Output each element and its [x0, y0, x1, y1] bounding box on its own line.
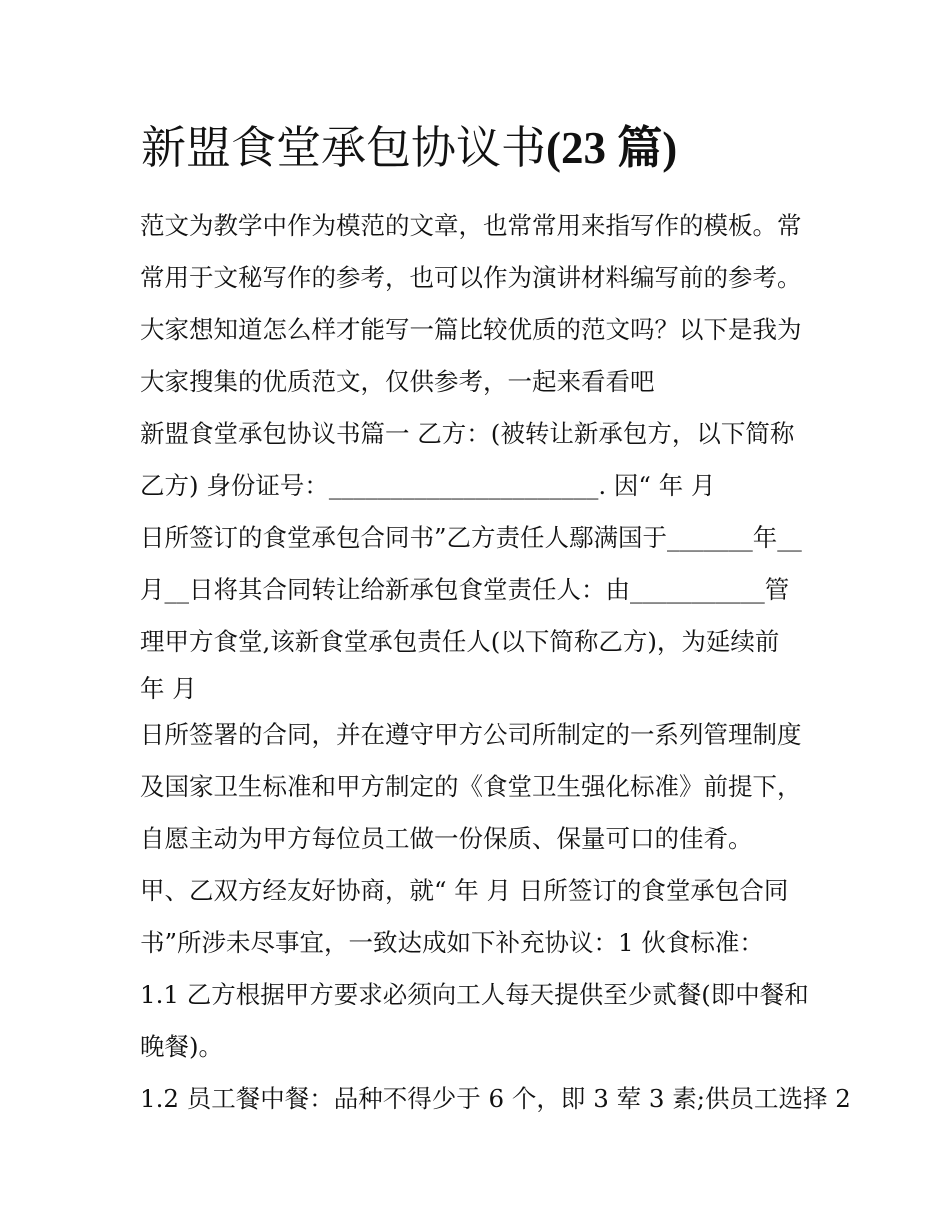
body-line: 乙方) 身份证号：______________________. 因“ 年 月: [140, 471, 716, 500]
body-line: 晚餐)。: [140, 1032, 224, 1061]
body-line: 大家想知道怎么样才能写一篇比较优质的范文吗？以下是我为: [140, 315, 802, 344]
body-line: 常用于文秘写作的参考，也可以作为演讲材料编写前的参考。: [140, 263, 802, 292]
body-line: 日所签订的食堂承包合同书”乙方责任人鄢满国于_______年__: [140, 523, 802, 552]
body-line: 范文为教学中作为模范的文章，也常常用来指写作的模板。常: [140, 211, 802, 240]
title-text: 新盟食堂承包协议书: [141, 121, 547, 174]
document-body: [140, 200, 851, 1125]
body-line: 甲、乙双方经友好协商，就“ 年 月 日所签订的食堂承包合同: [140, 876, 789, 905]
body-line: 1.1 乙方根据甲方要求必须向工人每天提供至少贰餐(即中餐和: [140, 980, 809, 1009]
body-line: 1.2 员工餐中餐：品种不得少于 6 个，即 3 荤 3 素;供员工选择 2: [140, 1084, 851, 1113]
body-line: 及国家卫生标准和甲方制定的《食堂卫生强化标准》前提下，: [140, 772, 802, 801]
body-line: 年 月: [140, 674, 197, 703]
title-count: (23 篇): [546, 123, 678, 173]
body-line: 自愿主动为甲方每位员工做一份保质、保量可口的佳肴。: [140, 824, 753, 853]
document-title: [141, 118, 841, 178]
body-line: 月__日将其合同转让给新承包食堂责任人：由___________管: [140, 575, 790, 604]
body-line: 书”所涉未尽事宜，一致达成如下补充协议：1 伙食标准：: [140, 928, 764, 957]
body-line: 新盟食堂承包协议书篇一 乙方：(被转让新承包方，以下简称: [140, 419, 795, 448]
body-line: 日所签署的合同，并在遵守甲方公司所制定的一系列管理制度: [140, 720, 802, 749]
body-line: 大家搜集的优质范文，仅供参考，一起来看看吧: [140, 367, 655, 396]
body-line: 理甲方食堂,该新食堂承包责任人(以下简称乙方)，为延续前: [140, 627, 780, 656]
